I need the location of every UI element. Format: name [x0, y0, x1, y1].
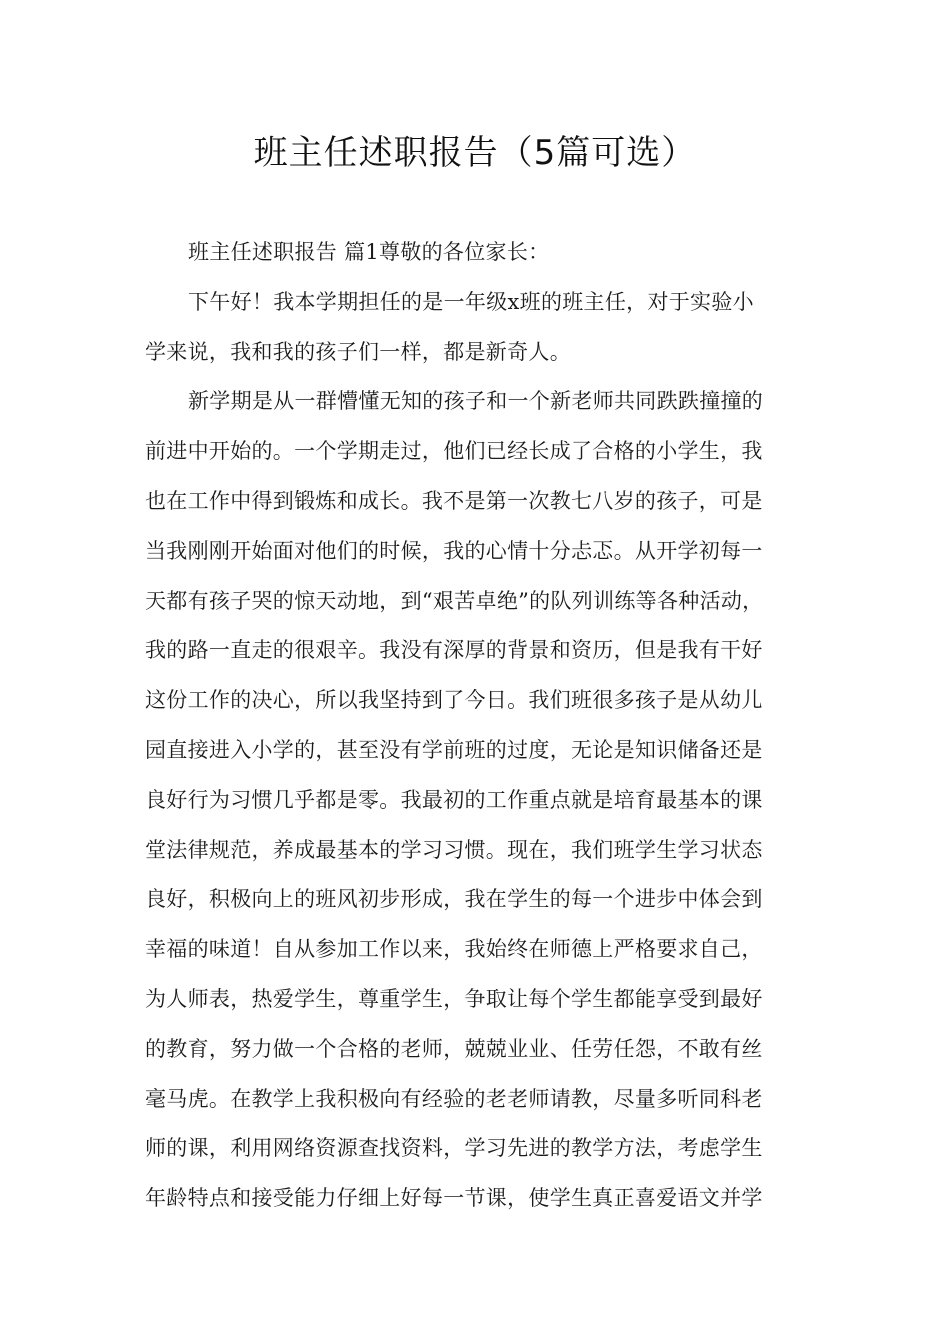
paragraph-line: 当我刚刚开始面对他们的时候，我的心情十分忐忑。从开学初每一	[145, 538, 763, 563]
paragraph-line: 也在工作中得到锻炼和成长。我不是第一次教七八岁的孩子，可是	[145, 488, 763, 513]
paragraph-line: 这份工作的决心，所以我坚持到了今日。我们班很多孩子是从幼儿	[145, 688, 763, 713]
document-body	[145, 228, 813, 1224]
paragraph-line: 毫马虎。在教学上我积极向有经验的老老师请教，尽量多听同科老	[145, 1086, 763, 1111]
paragraph-line: 良好行为习惯几乎都是零。我最初的工作重点就是培育最基本的课	[145, 787, 763, 812]
paragraph-line: 学来说，我和我的孩子们一样，都是新奇人。	[145, 339, 571, 364]
paragraph-line: 班主任述职报告 篇1尊敬的各位家长：	[188, 240, 550, 264]
paragraph-line: 新学期是从一群懵懂无知的孩子和一个新老师共同跌跌撞撞的	[188, 389, 764, 414]
paragraph-line: 天都有孩子哭的惊天动地，到“艰苦卓绝”的队列训练等各种活动，	[145, 588, 764, 613]
paragraph-line: 堂法律规范，养成最基本的学习习惯。现在，我们班学生学习状态	[145, 837, 763, 862]
paragraph-line: 师的课，利用网络资源查找资料，学习先进的教学方法，考虑学生	[145, 1136, 763, 1161]
paragraph-line: 我的路一直走的很艰辛。我没有深厚的背景和资历，但是我有干好	[145, 638, 763, 663]
document-title: 班主任述职报告（5篇可选）	[253, 133, 697, 173]
paragraph-line: 下午好！我本学期担任的是一年级x班的班主任，对于实验小	[188, 289, 754, 314]
paragraph-line: 的教育，努力做一个合格的老师，兢兢业业、任劳任怨，不敢有丝	[145, 1036, 763, 1061]
paragraph-line: 年龄特点和接受能力仔细上好每一节课，使学生真正喜爱语文并学	[145, 1186, 763, 1211]
paragraph-line: 良好，积极向上的班风初步形成，我在学生的每一个进步中体会到	[145, 887, 763, 912]
paragraph-line: 园直接进入小学的，甚至没有学前班的过度，无论是知识储备还是	[145, 737, 763, 762]
paragraph-line: 前进中开始的。一个学期走过，他们已经长成了合格的小学生，我	[145, 439, 763, 464]
paragraph-line: 为人师表，热爱学生，尊重学生，争取让每个学生都能享受到最好	[145, 986, 763, 1011]
paragraph-line: 幸福的味道！自从参加工作以来，我始终在师德上严格要求自己，	[145, 937, 763, 962]
